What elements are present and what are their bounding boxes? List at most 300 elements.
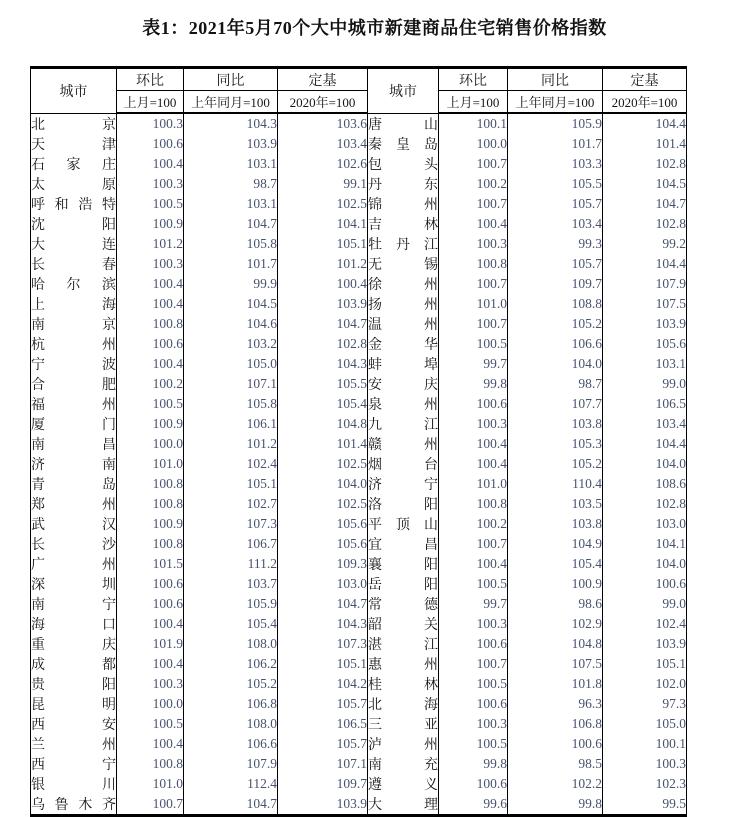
table-row bbox=[31, 154, 687, 174]
table-row bbox=[31, 314, 687, 334]
index-value-cell: 99.5 bbox=[603, 794, 687, 816]
index-value-cell: 100.4 bbox=[117, 734, 184, 754]
table-row bbox=[31, 294, 687, 314]
index-value-cell: 99.1 bbox=[278, 174, 368, 194]
table-row bbox=[31, 374, 687, 394]
index-value-cell: 103.4 bbox=[603, 414, 687, 434]
index-value-cell: 100.6 bbox=[117, 334, 184, 354]
index-value-cell: 104.4 bbox=[603, 434, 687, 454]
index-value-cell: 105.3 bbox=[508, 434, 603, 454]
index-value-cell: 104.1 bbox=[278, 214, 368, 234]
index-value-cell: 101.8 bbox=[508, 674, 603, 694]
index-value-cell: 102.8 bbox=[603, 214, 687, 234]
city-name-cell: 温州 bbox=[368, 314, 439, 334]
city-name-cell: 赣州 bbox=[368, 434, 439, 454]
index-value-cell: 101.2 bbox=[117, 234, 184, 254]
city-name-cell: 大理 bbox=[368, 794, 439, 816]
index-value-cell: 100.3 bbox=[117, 174, 184, 194]
city-name-cell: 石家庄 bbox=[31, 154, 117, 174]
index-value-cell: 103.0 bbox=[278, 574, 368, 594]
index-value-cell: 104.7 bbox=[278, 314, 368, 334]
subheader-fixed-right: 2020年=100 bbox=[603, 91, 687, 114]
index-value-cell: 100.3 bbox=[117, 113, 184, 134]
index-value-cell: 105.4 bbox=[278, 394, 368, 414]
table-row bbox=[31, 434, 687, 454]
table-row bbox=[31, 194, 687, 214]
table-row bbox=[31, 554, 687, 574]
index-value-cell: 100.4 bbox=[117, 294, 184, 314]
city-name-cell: 丹东 bbox=[368, 174, 439, 194]
index-value-cell: 105.2 bbox=[508, 314, 603, 334]
index-value-cell: 100.3 bbox=[117, 674, 184, 694]
index-value-cell: 100.0 bbox=[117, 694, 184, 714]
table-row bbox=[31, 534, 687, 554]
index-value-cell: 100.7 bbox=[439, 194, 508, 214]
index-value-cell: 103.2 bbox=[184, 334, 278, 354]
city-name-cell: 湛江 bbox=[368, 634, 439, 654]
index-value-cell: 100.6 bbox=[508, 734, 603, 754]
city-name-cell: 常德 bbox=[368, 594, 439, 614]
index-value-cell: 99.3 bbox=[508, 234, 603, 254]
index-value-cell: 102.3 bbox=[603, 774, 687, 794]
index-value-cell: 100.9 bbox=[117, 214, 184, 234]
index-value-cell: 100.5 bbox=[439, 674, 508, 694]
index-value-cell: 110.4 bbox=[508, 474, 603, 494]
index-value-cell: 104.5 bbox=[603, 174, 687, 194]
city-name-cell: 长沙 bbox=[31, 534, 117, 554]
index-value-cell: 104.3 bbox=[278, 354, 368, 374]
price-index-table bbox=[30, 66, 687, 817]
index-value-cell: 101.9 bbox=[117, 634, 184, 654]
index-value-cell: 100.8 bbox=[439, 254, 508, 274]
city-name-cell: 天津 bbox=[31, 134, 117, 154]
city-name-cell: 福州 bbox=[31, 394, 117, 414]
index-value-cell: 100.6 bbox=[439, 394, 508, 414]
index-value-cell: 100.2 bbox=[439, 514, 508, 534]
index-value-cell: 106.8 bbox=[508, 714, 603, 734]
index-value-cell: 100.8 bbox=[439, 494, 508, 514]
header-mom-left: 环比 bbox=[117, 68, 184, 91]
index-value-cell: 105.6 bbox=[603, 334, 687, 354]
index-value-cell: 101.0 bbox=[439, 474, 508, 494]
index-value-cell: 100.7 bbox=[439, 314, 508, 334]
index-value-cell: 112.4 bbox=[184, 774, 278, 794]
index-value-cell: 102.7 bbox=[184, 494, 278, 514]
index-value-cell: 100.2 bbox=[439, 174, 508, 194]
index-value-cell: 103.3 bbox=[508, 154, 603, 174]
index-value-cell: 100.5 bbox=[439, 734, 508, 754]
index-value-cell: 101.2 bbox=[278, 254, 368, 274]
index-value-cell: 106.2 bbox=[184, 654, 278, 674]
table-row bbox=[31, 734, 687, 754]
city-name-cell: 唐山 bbox=[368, 113, 439, 134]
index-value-cell: 107.7 bbox=[508, 394, 603, 414]
index-value-cell: 105.9 bbox=[508, 113, 603, 134]
city-name-cell: 锦州 bbox=[368, 194, 439, 214]
index-value-cell: 100.9 bbox=[508, 574, 603, 594]
index-value-cell: 100.5 bbox=[117, 714, 184, 734]
index-value-cell: 98.5 bbox=[508, 754, 603, 774]
table-container bbox=[30, 66, 687, 817]
index-value-cell: 104.0 bbox=[603, 454, 687, 474]
index-value-cell: 100.4 bbox=[278, 274, 368, 294]
index-value-cell: 100.4 bbox=[117, 154, 184, 174]
index-value-cell: 107.3 bbox=[184, 514, 278, 534]
index-value-cell: 100.6 bbox=[117, 574, 184, 594]
index-value-cell: 105.6 bbox=[278, 534, 368, 554]
index-value-cell: 100.7 bbox=[439, 534, 508, 554]
subheader-yoy-left: 上年同月=100 bbox=[184, 91, 278, 114]
index-value-cell: 99.6 bbox=[439, 794, 508, 816]
city-name-cell: 襄阳 bbox=[368, 554, 439, 574]
index-value-cell: 106.1 bbox=[184, 414, 278, 434]
index-value-cell: 100.5 bbox=[439, 334, 508, 354]
index-value-cell: 100.0 bbox=[439, 134, 508, 154]
city-name-cell: 安庆 bbox=[368, 374, 439, 394]
city-name-cell: 九江 bbox=[368, 414, 439, 434]
city-name-cell: 厦门 bbox=[31, 414, 117, 434]
city-name-cell: 长春 bbox=[31, 254, 117, 274]
city-name-cell: 南京 bbox=[31, 314, 117, 334]
index-value-cell: 100.1 bbox=[603, 734, 687, 754]
index-value-cell: 100.7 bbox=[439, 654, 508, 674]
index-value-cell: 104.2 bbox=[278, 674, 368, 694]
city-name-cell: 平顶山 bbox=[368, 514, 439, 534]
index-value-cell: 104.8 bbox=[278, 414, 368, 434]
index-value-cell: 105.1 bbox=[603, 654, 687, 674]
index-value-cell: 105.1 bbox=[278, 234, 368, 254]
index-value-cell: 109.7 bbox=[508, 274, 603, 294]
index-value-cell: 100.5 bbox=[117, 194, 184, 214]
index-value-cell: 107.1 bbox=[278, 754, 368, 774]
city-name-cell: 洛阳 bbox=[368, 494, 439, 514]
table-row bbox=[31, 514, 687, 534]
header-fixed-right: 定基 bbox=[603, 68, 687, 91]
index-value-cell: 104.0 bbox=[278, 474, 368, 494]
index-value-cell: 108.6 bbox=[603, 474, 687, 494]
index-value-cell: 99.2 bbox=[603, 234, 687, 254]
index-value-cell: 103.9 bbox=[184, 134, 278, 154]
index-value-cell: 100.4 bbox=[439, 554, 508, 574]
index-value-cell: 100.6 bbox=[117, 134, 184, 154]
index-value-cell: 103.1 bbox=[603, 354, 687, 374]
header-fixed-left: 定基 bbox=[278, 68, 368, 91]
city-name-cell: 太原 bbox=[31, 174, 117, 194]
index-value-cell: 99.9 bbox=[184, 274, 278, 294]
index-value-cell: 100.8 bbox=[117, 474, 184, 494]
index-value-cell: 100.5 bbox=[117, 394, 184, 414]
header-city-left: 城市 bbox=[31, 68, 117, 114]
index-value-cell: 107.5 bbox=[603, 294, 687, 314]
index-value-cell: 104.7 bbox=[278, 594, 368, 614]
index-value-cell: 100.8 bbox=[117, 534, 184, 554]
index-value-cell: 105.1 bbox=[184, 474, 278, 494]
index-value-cell: 106.5 bbox=[603, 394, 687, 414]
city-name-cell: 秦皇岛 bbox=[368, 134, 439, 154]
city-name-cell: 南昌 bbox=[31, 434, 117, 454]
table-row bbox=[31, 254, 687, 274]
table-row bbox=[31, 454, 687, 474]
city-name-cell: 北海 bbox=[368, 694, 439, 714]
index-value-cell: 100.6 bbox=[439, 634, 508, 654]
index-value-cell: 100.4 bbox=[439, 214, 508, 234]
table-row bbox=[31, 774, 687, 794]
header-city-right: 城市 bbox=[368, 68, 439, 114]
city-name-cell: 呼和浩特 bbox=[31, 194, 117, 214]
table-row bbox=[31, 654, 687, 674]
index-value-cell: 103.6 bbox=[278, 113, 368, 134]
city-name-cell: 蚌埠 bbox=[368, 354, 439, 374]
index-value-cell: 105.7 bbox=[508, 194, 603, 214]
index-value-cell: 104.1 bbox=[603, 534, 687, 554]
index-value-cell: 103.8 bbox=[508, 514, 603, 534]
city-name-cell: 广州 bbox=[31, 554, 117, 574]
city-name-cell: 济南 bbox=[31, 454, 117, 474]
city-name-cell: 遵义 bbox=[368, 774, 439, 794]
index-value-cell: 106.7 bbox=[184, 534, 278, 554]
city-name-cell: 大连 bbox=[31, 234, 117, 254]
index-value-cell: 105.2 bbox=[184, 674, 278, 694]
index-value-cell: 106.8 bbox=[184, 694, 278, 714]
table-row bbox=[31, 134, 687, 154]
index-value-cell: 104.7 bbox=[184, 214, 278, 234]
city-name-cell: 无锡 bbox=[368, 254, 439, 274]
city-name-cell: 宁波 bbox=[31, 354, 117, 374]
index-value-cell: 100.9 bbox=[117, 414, 184, 434]
index-value-cell: 102.9 bbox=[508, 614, 603, 634]
table-row bbox=[31, 113, 687, 134]
index-value-cell: 101.5 bbox=[117, 554, 184, 574]
index-value-cell: 103.9 bbox=[278, 794, 368, 816]
table-row bbox=[31, 334, 687, 354]
city-name-cell: 兰州 bbox=[31, 734, 117, 754]
index-value-cell: 100.3 bbox=[603, 754, 687, 774]
index-value-cell: 102.6 bbox=[278, 154, 368, 174]
index-value-cell: 100.3 bbox=[439, 414, 508, 434]
index-value-cell: 103.7 bbox=[184, 574, 278, 594]
index-value-cell: 100.4 bbox=[439, 434, 508, 454]
index-value-cell: 104.7 bbox=[603, 194, 687, 214]
index-value-cell: 104.9 bbox=[508, 534, 603, 554]
city-name-cell: 青岛 bbox=[31, 474, 117, 494]
city-name-cell: 宜昌 bbox=[368, 534, 439, 554]
index-value-cell: 105.0 bbox=[603, 714, 687, 734]
index-value-cell: 99.7 bbox=[439, 354, 508, 374]
index-value-cell: 107.5 bbox=[508, 654, 603, 674]
index-value-cell: 104.3 bbox=[278, 614, 368, 634]
city-name-cell: 海口 bbox=[31, 614, 117, 634]
index-value-cell: 98.6 bbox=[508, 594, 603, 614]
index-value-cell: 100.3 bbox=[117, 254, 184, 274]
index-value-cell: 100.1 bbox=[439, 113, 508, 134]
index-value-cell: 105.9 bbox=[184, 594, 278, 614]
index-value-cell: 100.2 bbox=[117, 374, 184, 394]
index-value-cell: 101.7 bbox=[508, 134, 603, 154]
index-value-cell: 102.2 bbox=[508, 774, 603, 794]
index-value-cell: 100.9 bbox=[117, 514, 184, 534]
index-value-cell: 103.1 bbox=[184, 194, 278, 214]
index-value-cell: 100.8 bbox=[117, 494, 184, 514]
table-row bbox=[31, 414, 687, 434]
index-value-cell: 105.0 bbox=[184, 354, 278, 374]
index-value-cell: 105.8 bbox=[184, 394, 278, 414]
index-value-cell: 97.3 bbox=[603, 694, 687, 714]
index-value-cell: 104.5 bbox=[184, 294, 278, 314]
index-value-cell: 102.5 bbox=[278, 494, 368, 514]
index-value-cell: 103.9 bbox=[603, 634, 687, 654]
index-value-cell: 100.8 bbox=[117, 314, 184, 334]
index-value-cell: 105.4 bbox=[508, 554, 603, 574]
index-value-cell: 104.4 bbox=[603, 254, 687, 274]
table-row bbox=[31, 574, 687, 594]
index-value-cell: 101.4 bbox=[278, 434, 368, 454]
index-value-cell: 107.9 bbox=[184, 754, 278, 774]
city-name-cell: 乌鲁木齐 bbox=[31, 794, 117, 816]
index-value-cell: 103.1 bbox=[184, 154, 278, 174]
index-value-cell: 100.6 bbox=[603, 574, 687, 594]
table-row bbox=[31, 474, 687, 494]
index-value-cell: 104.7 bbox=[184, 794, 278, 816]
city-name-cell: 深圳 bbox=[31, 574, 117, 594]
subheader-fixed-left: 2020年=100 bbox=[278, 91, 368, 114]
index-value-cell: 100.4 bbox=[117, 614, 184, 634]
index-value-cell: 100.3 bbox=[439, 714, 508, 734]
index-value-cell: 99.7 bbox=[439, 594, 508, 614]
table-row bbox=[31, 674, 687, 694]
city-name-cell: 郑州 bbox=[31, 494, 117, 514]
header-yoy-right: 同比 bbox=[508, 68, 603, 91]
city-name-cell: 吉林 bbox=[368, 214, 439, 234]
table-row bbox=[31, 354, 687, 374]
table-row bbox=[31, 174, 687, 194]
subheader-mom-right: 上月=100 bbox=[439, 91, 508, 114]
city-name-cell: 北京 bbox=[31, 113, 117, 134]
index-value-cell: 104.6 bbox=[184, 314, 278, 334]
city-name-cell: 重庆 bbox=[31, 634, 117, 654]
index-value-cell: 105.5 bbox=[278, 374, 368, 394]
index-value-cell: 103.8 bbox=[508, 414, 603, 434]
index-value-cell: 103.0 bbox=[603, 514, 687, 534]
index-value-cell: 99.8 bbox=[439, 754, 508, 774]
index-value-cell: 101.0 bbox=[439, 294, 508, 314]
index-value-cell: 96.3 bbox=[508, 694, 603, 714]
table-row bbox=[31, 234, 687, 254]
index-value-cell: 105.5 bbox=[508, 174, 603, 194]
index-value-cell: 99.8 bbox=[439, 374, 508, 394]
table-row bbox=[31, 394, 687, 414]
index-value-cell: 100.4 bbox=[117, 354, 184, 374]
header-yoy-left: 同比 bbox=[184, 68, 278, 91]
table-row bbox=[31, 714, 687, 734]
index-value-cell: 102.8 bbox=[603, 494, 687, 514]
city-name-cell: 牡丹江 bbox=[368, 234, 439, 254]
city-name-cell: 泉州 bbox=[368, 394, 439, 414]
index-value-cell: 103.9 bbox=[603, 314, 687, 334]
city-name-cell: 西宁 bbox=[31, 754, 117, 774]
city-name-cell: 济宁 bbox=[368, 474, 439, 494]
index-value-cell: 99.8 bbox=[508, 794, 603, 816]
index-value-cell: 105.7 bbox=[508, 254, 603, 274]
table-row bbox=[31, 494, 687, 514]
city-name-cell: 沈阳 bbox=[31, 214, 117, 234]
city-name-cell: 岳阳 bbox=[368, 574, 439, 594]
index-value-cell: 100.7 bbox=[117, 794, 184, 816]
city-name-cell: 哈尔滨 bbox=[31, 274, 117, 294]
index-value-cell: 100.8 bbox=[117, 754, 184, 774]
index-value-cell: 100.0 bbox=[117, 434, 184, 454]
index-value-cell: 98.7 bbox=[184, 174, 278, 194]
table-row bbox=[31, 214, 687, 234]
index-value-cell: 105.2 bbox=[508, 454, 603, 474]
table-row bbox=[31, 594, 687, 614]
subheader-mom-left: 上月=100 bbox=[117, 91, 184, 114]
index-value-cell: 102.4 bbox=[184, 454, 278, 474]
city-name-cell: 惠州 bbox=[368, 654, 439, 674]
index-value-cell: 100.6 bbox=[439, 774, 508, 794]
index-value-cell: 102.4 bbox=[603, 614, 687, 634]
city-name-cell: 昆明 bbox=[31, 694, 117, 714]
city-name-cell: 武汉 bbox=[31, 514, 117, 534]
index-value-cell: 98.7 bbox=[508, 374, 603, 394]
table-header bbox=[31, 68, 687, 114]
index-value-cell: 102.0 bbox=[603, 674, 687, 694]
table-title: 表1：2021年5月70个大中城市新建商品住宅销售价格指数 bbox=[142, 18, 607, 38]
city-name-cell: 南充 bbox=[368, 754, 439, 774]
index-value-cell: 104.8 bbox=[508, 634, 603, 654]
index-value-cell: 108.8 bbox=[508, 294, 603, 314]
index-value-cell: 103.9 bbox=[278, 294, 368, 314]
index-value-cell: 105.4 bbox=[184, 614, 278, 634]
index-value-cell: 102.5 bbox=[278, 454, 368, 474]
index-value-cell: 100.5 bbox=[439, 574, 508, 594]
index-value-cell: 109.7 bbox=[278, 774, 368, 794]
index-value-cell: 101.0 bbox=[117, 774, 184, 794]
city-name-cell: 徐州 bbox=[368, 274, 439, 294]
table-row bbox=[31, 694, 687, 714]
city-name-cell: 杭州 bbox=[31, 334, 117, 354]
index-value-cell: 102.8 bbox=[278, 334, 368, 354]
table-row bbox=[31, 634, 687, 654]
city-name-cell: 包头 bbox=[368, 154, 439, 174]
index-value-cell: 100.3 bbox=[439, 614, 508, 634]
header-mom-right: 环比 bbox=[439, 68, 508, 91]
city-name-cell: 贵阳 bbox=[31, 674, 117, 694]
index-value-cell: 105.8 bbox=[184, 234, 278, 254]
index-value-cell: 108.0 bbox=[184, 714, 278, 734]
index-value-cell: 107.9 bbox=[603, 274, 687, 294]
index-value-cell: 105.1 bbox=[278, 654, 368, 674]
table-row bbox=[31, 754, 687, 774]
index-value-cell: 106.5 bbox=[278, 714, 368, 734]
index-value-cell: 104.0 bbox=[508, 354, 603, 374]
index-value-cell: 100.4 bbox=[117, 274, 184, 294]
city-name-cell: 金华 bbox=[368, 334, 439, 354]
index-value-cell: 100.6 bbox=[117, 594, 184, 614]
index-value-cell: 103.4 bbox=[278, 134, 368, 154]
index-value-cell: 99.0 bbox=[603, 374, 687, 394]
index-value-cell: 100.6 bbox=[439, 694, 508, 714]
index-value-cell: 101.2 bbox=[184, 434, 278, 454]
subheader-yoy-right: 上年同月=100 bbox=[508, 91, 603, 114]
index-value-cell: 100.3 bbox=[439, 234, 508, 254]
table-row bbox=[31, 614, 687, 634]
index-value-cell: 109.3 bbox=[278, 554, 368, 574]
city-name-cell: 合肥 bbox=[31, 374, 117, 394]
index-value-cell: 105.7 bbox=[278, 694, 368, 714]
city-name-cell: 成都 bbox=[31, 654, 117, 674]
index-value-cell: 104.3 bbox=[184, 113, 278, 134]
index-value-cell: 104.4 bbox=[603, 113, 687, 134]
